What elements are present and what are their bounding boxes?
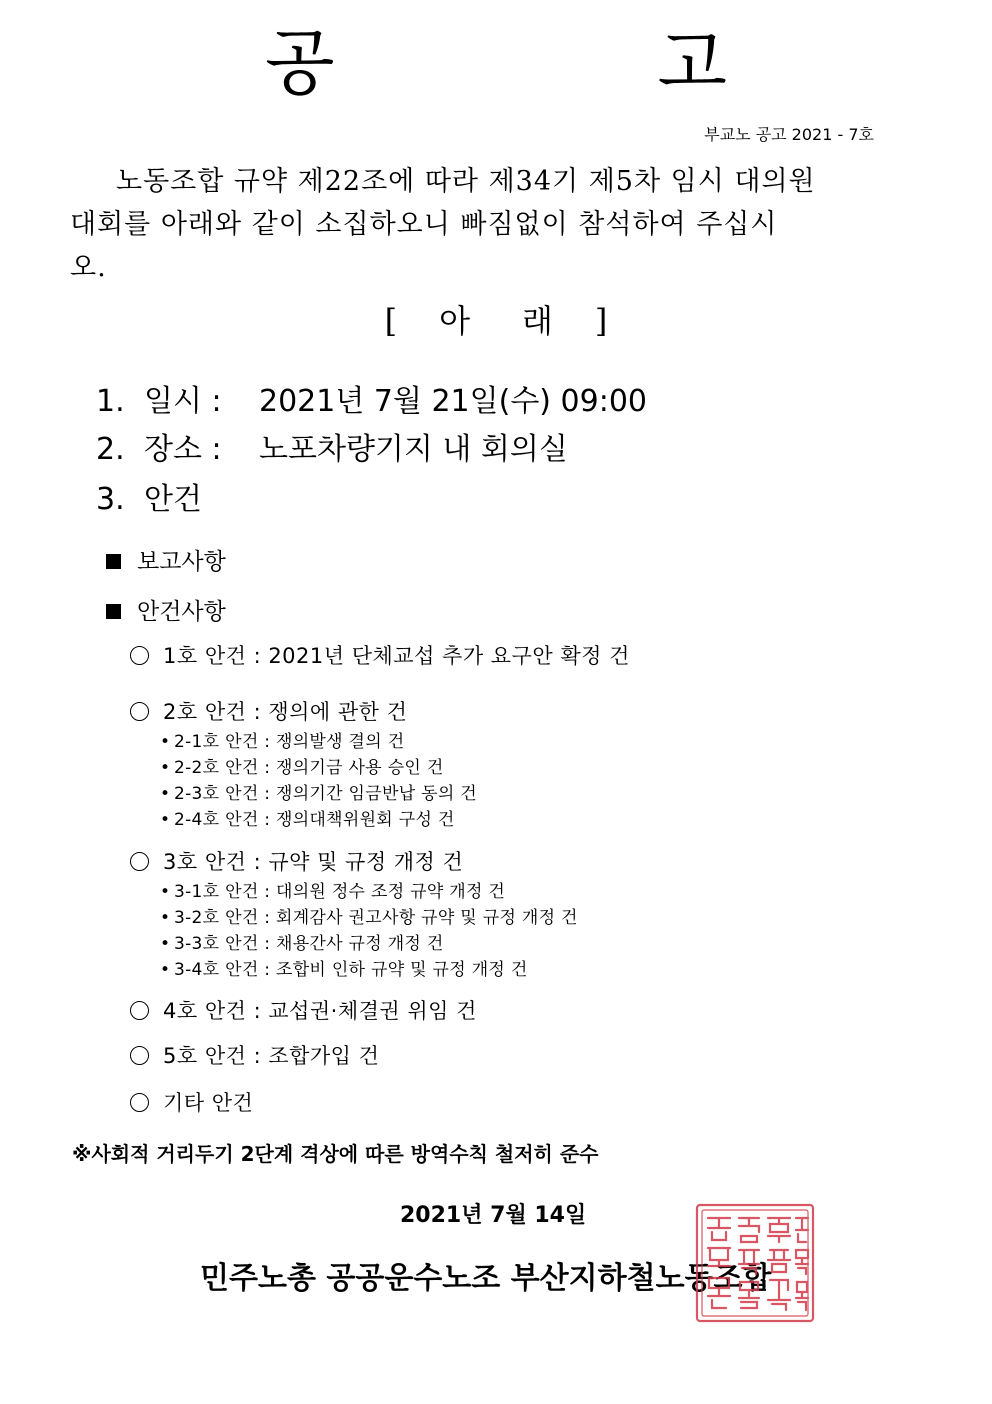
sub-agenda-item: [160, 877, 505, 902]
agenda-item: [130, 696, 407, 726]
intro-line-3: 오.: [70, 252, 107, 283]
circle-icon: [130, 702, 149, 721]
agenda-item: [130, 846, 463, 876]
agenda-item: [130, 640, 630, 670]
agenda-item: [130, 1087, 253, 1117]
agenda-text: 2호 안건 : 쟁의에 관한 건: [163, 700, 408, 724]
intro-line-1: 노동조합 규약 제22조에 따라 제34기 제5차 임시 대의원: [116, 166, 816, 197]
item-value: 2021년 7월 21일(수) 09:00: [259, 384, 647, 419]
circle-icon: [130, 1046, 149, 1065]
section-label: 보고사항: [137, 549, 226, 575]
item-agenda: [96, 474, 202, 518]
section-agenda: [106, 593, 226, 626]
sub-agenda-item: [160, 727, 404, 752]
intro-paragraph: [70, 160, 876, 289]
agenda-text: 5호 안건 : 조합가입 건: [163, 1044, 380, 1068]
black-square-icon: [106, 604, 121, 619]
item-number: 1.: [96, 384, 125, 419]
bullet-dot-icon: •: [160, 732, 171, 752]
black-square-icon: [106, 554, 121, 569]
sub-agenda-item: [160, 955, 528, 980]
sub-agenda-text: 2-2호 안건 : 쟁의기금 사용 승인 건: [174, 758, 444, 778]
below-char-1: 아: [439, 302, 470, 340]
sub-agenda-item: [160, 753, 444, 778]
sub-agenda-text: 2-1호 안건 : 쟁의발생 결의 건: [174, 732, 405, 752]
sub-agenda-text: 3-3호 안건 : 채용간사 규정 개정 건: [174, 934, 444, 954]
sub-agenda-text: 3-2호 안건 : 회계감사 권고사항 규약 및 규정 개정 건: [174, 908, 578, 928]
union-name: 민주노총 공공운수노조 부산지하철노동조합: [200, 1261, 772, 1296]
page-title: 공 고: [265, 21, 877, 105]
item-number: 3.: [96, 482, 125, 517]
bullet-dot-icon: •: [160, 784, 171, 804]
circle-icon: [130, 1093, 149, 1112]
sub-agenda-text: 2-3호 안건 : 쟁의기간 임금반납 동의 건: [174, 784, 478, 804]
bracket-close: ]: [594, 302, 608, 340]
bullet-dot-icon: •: [160, 908, 171, 928]
sub-agenda-item: [160, 929, 444, 954]
circle-icon: [130, 646, 149, 665]
item-label: 장소 :: [144, 432, 222, 467]
sub-agenda-item: [160, 779, 477, 804]
agenda-text: 기타 안건: [163, 1091, 254, 1115]
item-label: 안건: [144, 482, 202, 517]
sub-agenda-text: 3-4호 안건 : 조합비 인하 규약 및 규정 개정 건: [174, 960, 528, 980]
section-label: 안건사항: [137, 599, 226, 625]
item-date: [96, 376, 647, 420]
section-report: [106, 543, 226, 576]
below-char-2: 래: [522, 302, 553, 340]
agenda-text: 3호 안건 : 규약 및 규정 개정 건: [163, 850, 464, 874]
sub-agenda-item: [160, 903, 578, 928]
issue-date: 2021년 7월 14일: [400, 1203, 587, 1228]
sub-agenda-text: 3-1호 안건 : 대의원 정수 조정 규약 개정 건: [174, 882, 506, 902]
bullet-dot-icon: •: [160, 810, 171, 830]
agenda-item: [130, 1040, 379, 1070]
agenda-item: [130, 995, 477, 1025]
bullet-dot-icon: •: [160, 934, 171, 954]
item-label: 일시 :: [144, 384, 222, 419]
item-place: [96, 424, 568, 468]
agenda-text: 4호 안건 : 교섭권·체결권 위임 건: [163, 999, 477, 1023]
bracket-open: [: [384, 302, 398, 340]
notice-number: 부교노 공고 2021 - 7호: [704, 125, 874, 144]
item-number: 2.: [96, 432, 125, 467]
intro-line-2: 대회를 아래와 같이 소집하오니 빠짐없이 참석하여 주십시: [70, 209, 778, 240]
below-heading: [0, 296, 992, 342]
bullet-dot-icon: •: [160, 960, 171, 980]
sub-agenda-item: [160, 805, 455, 830]
sub-agenda-text: 2-4호 안건 : 쟁의대책위원회 구성 건: [174, 810, 455, 830]
circle-icon: [130, 1001, 149, 1020]
union-seal: [694, 1202, 816, 1324]
circle-icon: [130, 852, 149, 871]
item-value: 노포차량기지 내 회의실: [259, 432, 568, 467]
agenda-text: 1호 안건 : 2021년 단체교섭 추가 요구안 확정 건: [163, 644, 630, 668]
bullet-dot-icon: •: [160, 882, 171, 902]
caution-note: ※사회적 거리두기 2단계 격상에 따른 방역수칙 철저히 준수: [72, 1142, 599, 1166]
bullet-dot-icon: •: [160, 758, 171, 778]
